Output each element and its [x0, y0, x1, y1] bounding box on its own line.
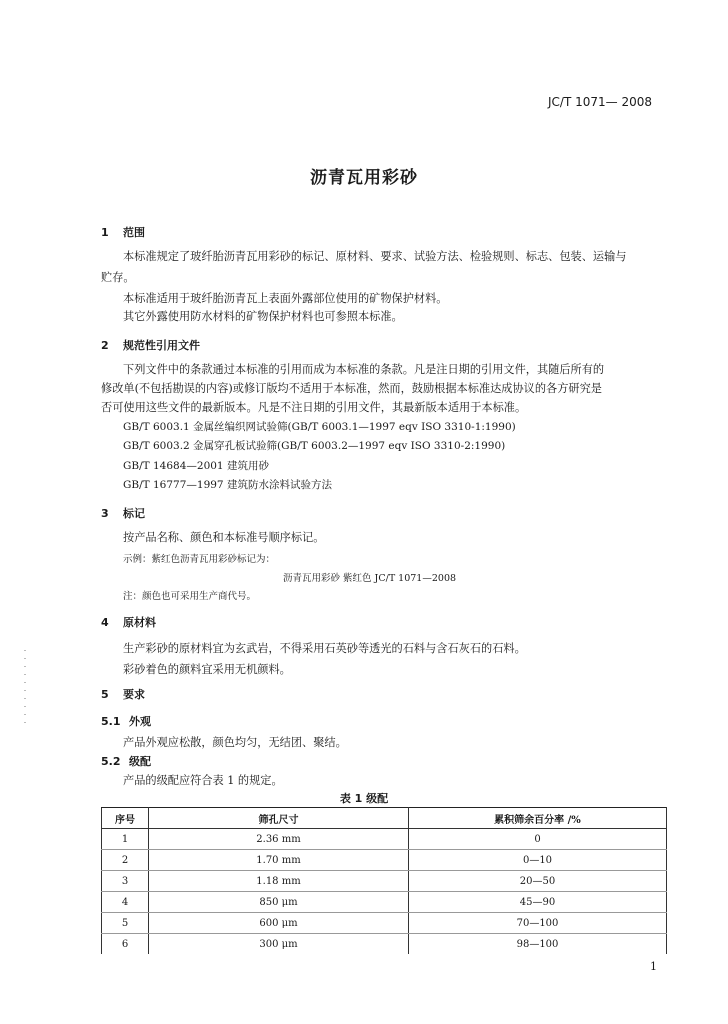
binding-margin-marks: [24, 650, 26, 730]
page-number: 1: [650, 960, 657, 973]
section-title: 原材料: [123, 616, 156, 629]
table-cell: 850 μm: [149, 892, 409, 913]
reference-item: GB/T 14684—2001 建筑用砂: [123, 460, 269, 472]
table-row: [102, 913, 667, 934]
table-cell: 98—100: [409, 934, 667, 955]
table-cell: 0: [409, 829, 667, 850]
section-5-heading: [101, 686, 145, 702]
section-number: 2: [101, 339, 109, 352]
example-label: 示例：紫红色沥青瓦用彩砂标记为：: [123, 554, 276, 565]
grading-table: [101, 807, 667, 954]
section-2-heading: [101, 337, 200, 353]
table-cell: 1.18 mm: [149, 871, 409, 892]
table-caption: 表 1 级配: [339, 792, 389, 805]
header-cell: 筛孔尺寸: [149, 808, 409, 829]
table-cell: 70—100: [409, 913, 667, 934]
paragraph: 本标准规定了玻纤胎沥青瓦用彩砂的标记、原材料、要求、试验方法、检验规则、标志、包装、运输与: [123, 250, 627, 263]
section-title: 要求: [123, 688, 145, 701]
table-cell: 600 μm: [149, 913, 409, 934]
section-number: 5: [101, 688, 109, 701]
section-title: 规范性引用文件: [123, 339, 200, 352]
section-number: 4: [101, 616, 109, 629]
header-cell: 序号: [102, 808, 149, 829]
table-row: [102, 871, 667, 892]
section-title: 范围: [123, 226, 145, 239]
paragraph: 彩砂着色的颜料宜采用无机颜料。: [123, 663, 291, 676]
subsection-number: 5.1: [101, 715, 121, 728]
table-row: [102, 850, 667, 871]
table-cell: 4: [102, 892, 149, 913]
paragraph: 贮存。: [101, 271, 135, 284]
subsection-5-1-heading: [101, 713, 151, 729]
table-row: [102, 829, 667, 850]
table-cell: 2: [102, 850, 149, 871]
table-row: [102, 892, 667, 913]
paragraph: 按产品名称、颜色和本标准号顺序标记。: [123, 531, 325, 544]
section-number: 3: [101, 507, 109, 520]
section-title: 标记: [123, 507, 145, 520]
subsection-title: 级配: [129, 755, 151, 768]
reference-item: GB/T 16777—1997 建筑防水涂料试验方法: [123, 479, 332, 491]
table-cell: 1.70 mm: [149, 850, 409, 871]
example-marking: 沥青瓦用彩砂 紫红色 JC/T 1071—2008: [283, 573, 457, 584]
section-1-heading: [101, 224, 145, 240]
header-cell: 累积筛余百分率 /%: [409, 808, 667, 829]
reference-item: GB/T 6003.1 金属丝编织网试验筛(GB/T 6003.1—1997 eqv ISO 3310-1:1990): [123, 421, 516, 433]
subsection-5-2-heading: [101, 753, 151, 769]
reference-item: GB/T 6003.2 金属穿孔板试验筛(GB/T 6003.2—1997 eqv ISO 3310-2:1990): [123, 440, 506, 452]
section-3-heading: [101, 505, 145, 521]
table-cell: 5: [102, 913, 149, 934]
standard-code: JC/T 1071— 2008: [548, 95, 652, 109]
subsection-number: 5.2: [101, 755, 121, 768]
table-cell: 1: [102, 829, 149, 850]
table-row: [102, 934, 667, 955]
section-number: 1: [101, 226, 109, 239]
paragraph: 其它外露使用防水材料的矿物保护材料也可参照本标准。: [123, 310, 403, 323]
section-4-heading: [101, 614, 156, 630]
table-cell: 0—10: [409, 850, 667, 871]
table-cell: 300 μm: [149, 934, 409, 955]
paragraph: 下列文件中的条款通过本标准的引用而成为本标准的条款。凡是注日期的引用文件，其随后所有的: [123, 363, 605, 376]
document-title: 沥青瓦用彩砂: [310, 168, 418, 188]
table-cell: 20—50: [409, 871, 667, 892]
paragraph: 生产彩砂的原材料宜为玄武岩，不得采用石英砂等透光的石料与含石灰石的石料。: [123, 642, 526, 655]
table-header-row: [102, 808, 667, 829]
table-cell: 6: [102, 934, 149, 955]
paragraph: 否可使用这些文件的最新版本。凡是不注日期的引用文件，其最新版本适用于本标准。: [101, 401, 527, 414]
paragraph: 产品外观应松散，颜色均匀，无结团、聚结。: [123, 736, 347, 749]
table-cell: 2.36 mm: [149, 829, 409, 850]
table-cell: 45—90: [409, 892, 667, 913]
paragraph: 本标准适用于玻纤胎沥青瓦上表面外露部位使用的矿物保护材料。: [123, 292, 448, 305]
subsection-title: 外观: [129, 715, 151, 728]
paragraph: 修改单(不包括勘误的内容)或修订版均不适用于本标准，然而，鼓励根据本标准达成协议的各方研究是: [101, 382, 602, 395]
note: 注：颜色也可采用生产商代号。: [123, 591, 257, 602]
paragraph: 产品的级配应符合表 1 的规定。: [123, 774, 283, 787]
table-cell: 3: [102, 871, 149, 892]
